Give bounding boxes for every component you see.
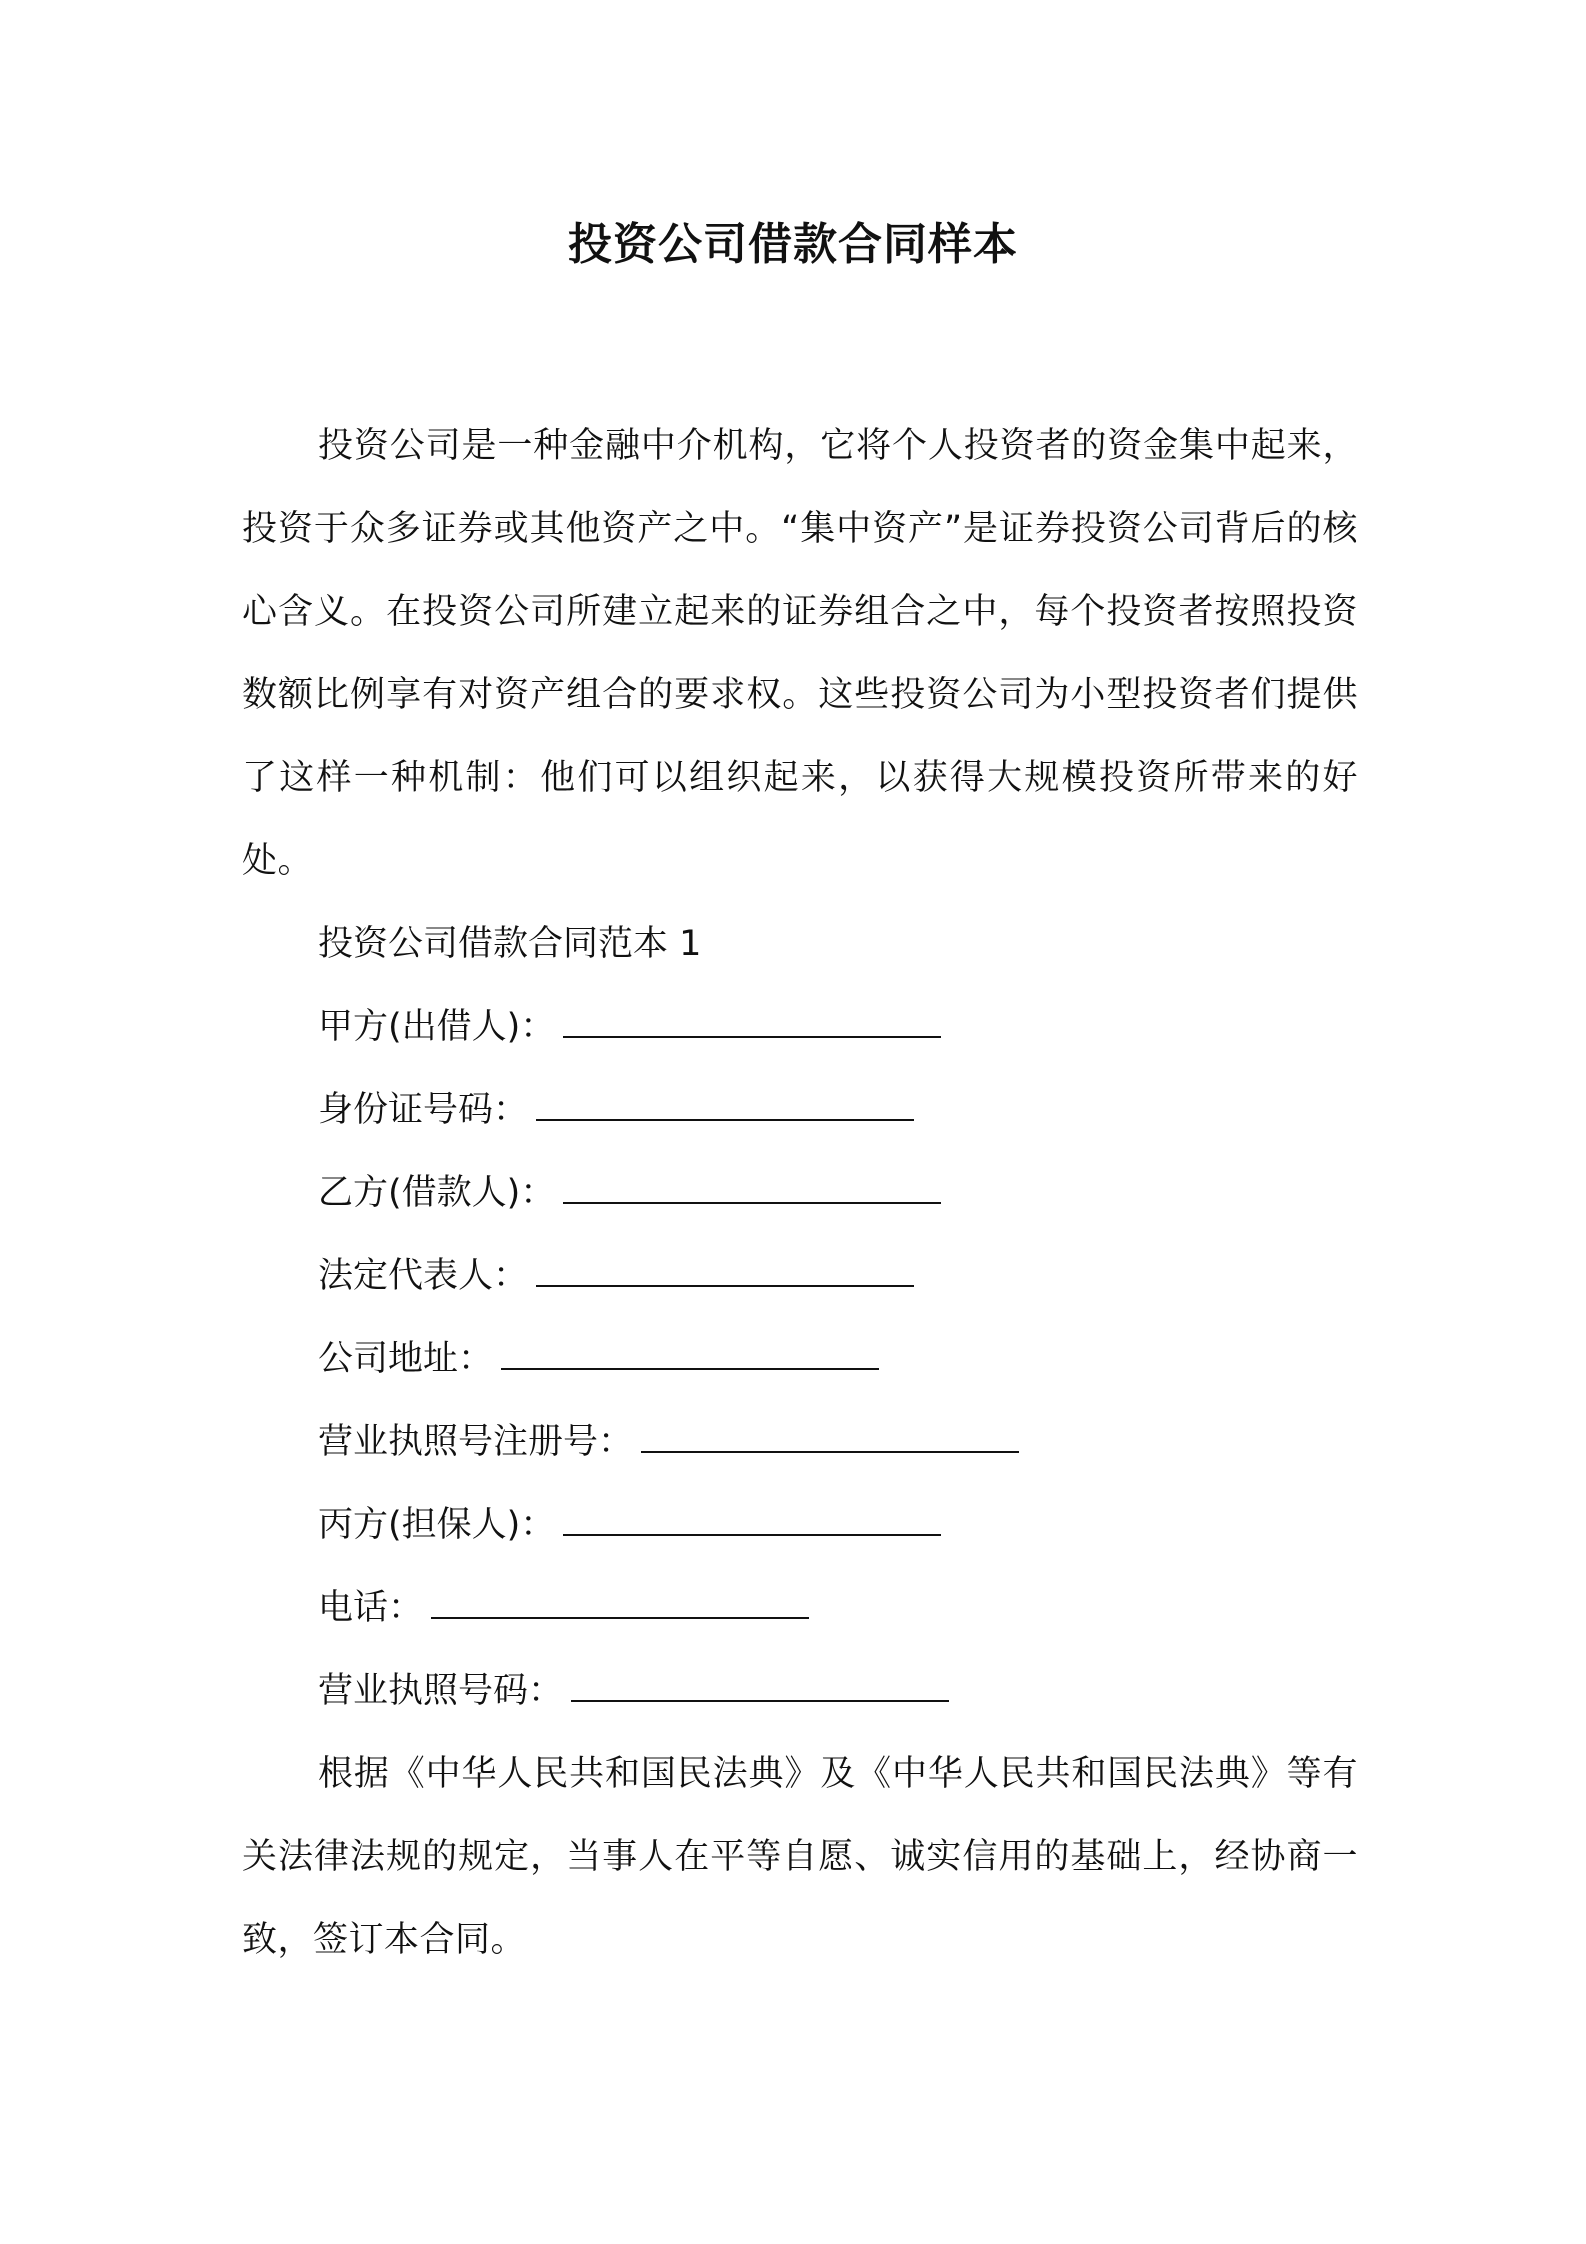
field-label: 乙方(借款人)： [318,1173,556,1213]
field-license-number [242,1650,1358,1733]
blank-line [563,1506,941,1536]
document-title: 投资公司借款合同样本 [568,219,1018,270]
blank-line [431,1589,809,1619]
field-label: 法定代表人： [318,1256,529,1296]
field-legal-rep [242,1235,1358,1318]
blank-line [571,1672,949,1702]
field-registration-number [242,1401,1358,1484]
closing-paragraph: 根据《中华人民共和国民法典》及《中华人民共和国民法典》等有关法律法规的规定，当事人在平等自愿、诚实信用的基础上，经协商一致，签订本合同。 [242,1754,1358,1960]
field-label: 身份证号码： [318,1090,529,1130]
blank-line [563,1008,941,1038]
field-phone [242,1567,1358,1650]
field-label: 营业执照号码： [318,1671,564,1711]
blank-line [641,1423,1019,1453]
sample-heading: 投资公司借款合同范本 1 [318,924,702,964]
field-borrower [242,1152,1358,1235]
blank-line [501,1340,879,1370]
field-label: 甲方(出借人)： [318,1007,556,1047]
blank-line [563,1174,941,1204]
document-body [242,405,1358,1982]
field-label: 电话： [318,1588,424,1628]
field-lender [242,986,1358,1069]
blank-line [536,1091,914,1121]
field-guarantor [242,1484,1358,1567]
field-id-number [242,1069,1358,1152]
field-label: 公司地址： [318,1339,494,1379]
field-label: 丙方(担保人)： [318,1505,556,1545]
blank-line [536,1257,914,1287]
field-label: 营业执照号注册号： [318,1422,634,1462]
field-company-address [242,1318,1358,1401]
intro-paragraph: 投资公司是一种金融中介机构，它将个人投资者的资金集中起来，投资于众多证券或其他资产之中。“集中资产”是证券投资公司背后的核心含义。在投资公司所建立起来的证券组合之中，每个投资者按照投资数额比例享有对资产组合的要求权。这些投资公司为小型投资者们提供了这样一种机制：他们可以组织起来，以获得大规模投资所带来的好处。 [242,426,1358,881]
